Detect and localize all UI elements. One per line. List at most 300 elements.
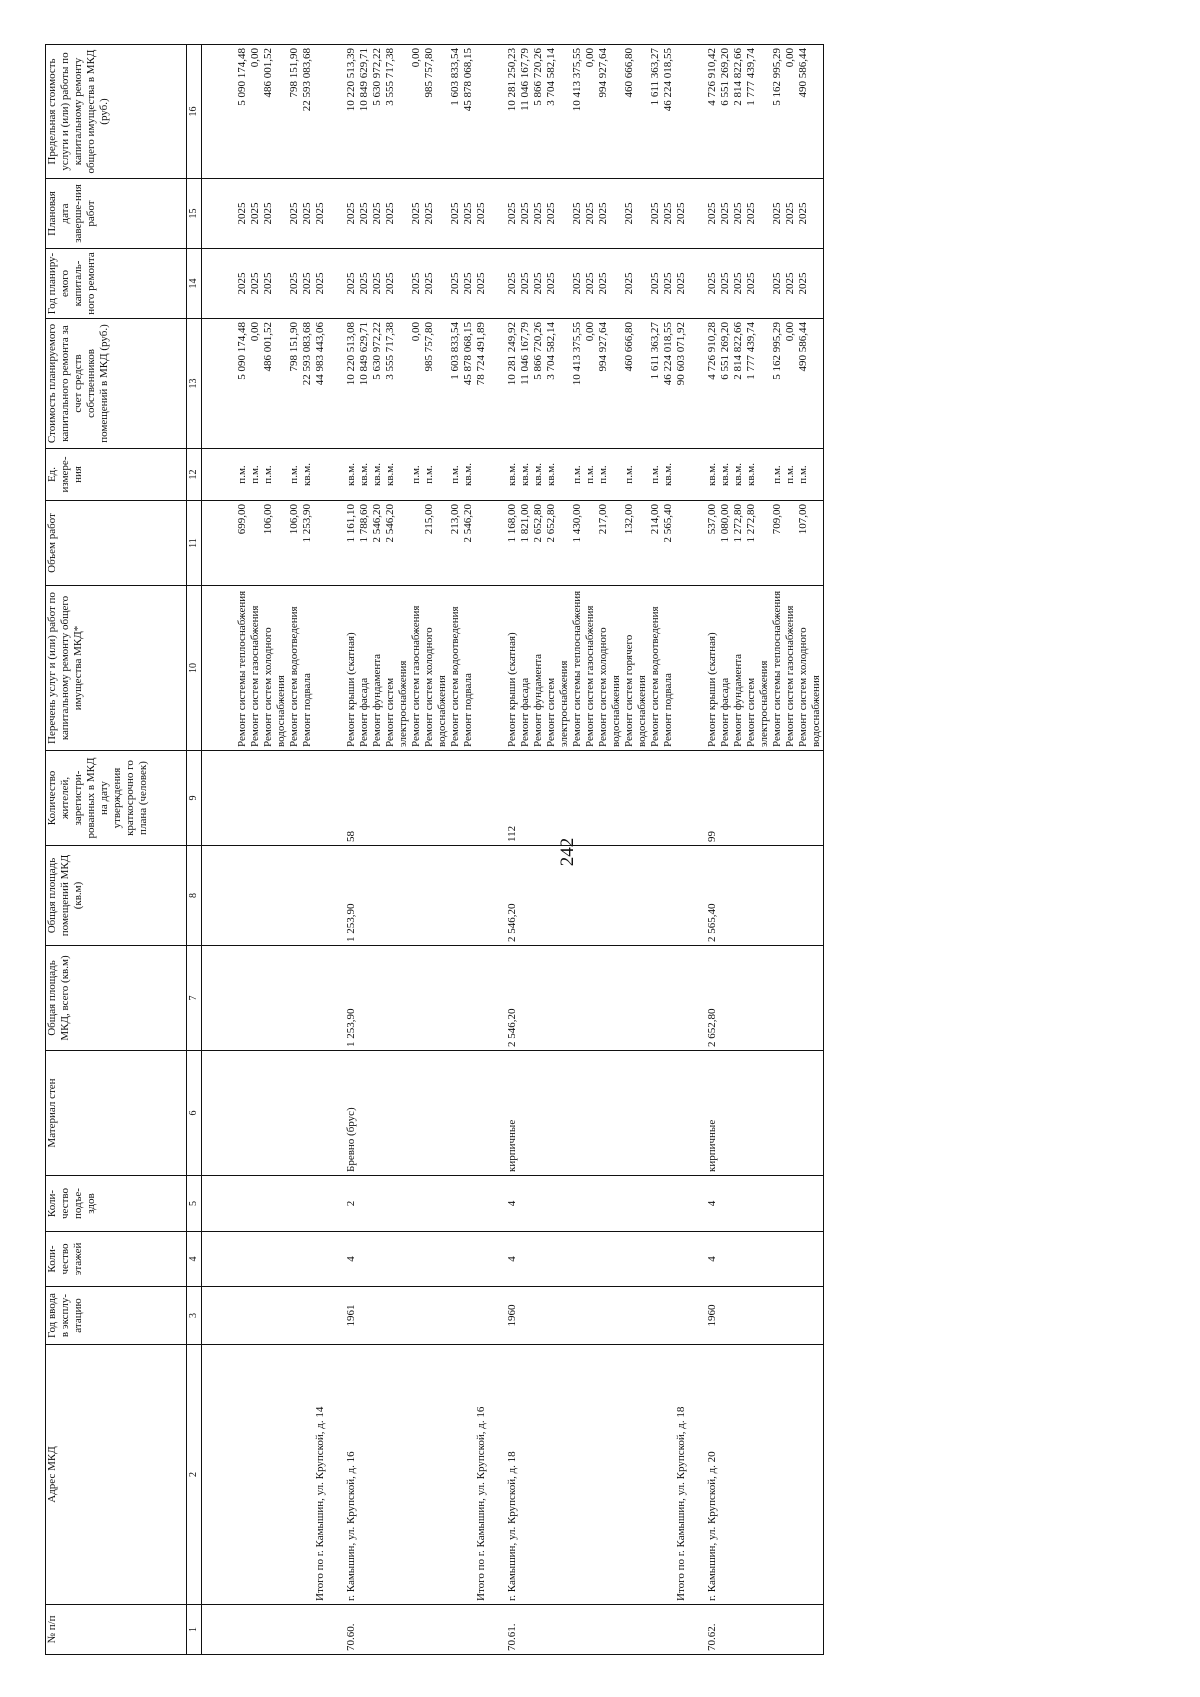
address-cell xyxy=(771,1345,784,1605)
spacer-cell xyxy=(688,501,706,586)
row-number xyxy=(236,1605,249,1655)
entrances-cell xyxy=(358,1176,371,1232)
year-built-cell xyxy=(784,1287,797,1345)
cost-cell: 1 777 439,74 xyxy=(745,319,771,449)
service-cell xyxy=(475,586,488,751)
total-area-cell xyxy=(358,946,371,1051)
year-built-cell xyxy=(249,1287,262,1345)
floors-cell xyxy=(475,1232,488,1287)
residents-cell: 99 xyxy=(706,751,719,846)
address-cell: г. Камышин, ул. Крупской, д. 18 xyxy=(506,1345,519,1605)
service-cell: Ремонт систем газоснабжения xyxy=(584,586,597,751)
year-built-cell xyxy=(288,1287,301,1345)
cost-cell: 10 220 513,08 xyxy=(345,319,358,449)
unit-cell xyxy=(475,449,488,501)
service-cell: Ремонт систем холодного водоснабжения xyxy=(262,586,288,751)
row-number xyxy=(301,1605,314,1655)
unit-cell: кв.м. xyxy=(384,449,410,501)
unit-cell: п.м. xyxy=(584,449,597,501)
volume-cell xyxy=(314,501,327,586)
spacer-cell xyxy=(327,1345,345,1605)
header-volume: Объем работ xyxy=(46,501,187,586)
completion-date-cell: 2025 xyxy=(249,179,262,249)
volume-cell: 1 821,00 xyxy=(519,501,532,586)
limit-cost-cell: 1 611 363,27 xyxy=(649,45,662,179)
repair-year-cell: 2025 xyxy=(288,249,301,319)
completion-date-cell: 2025 xyxy=(771,179,784,249)
service-cell xyxy=(675,586,688,751)
spacer-cell xyxy=(327,946,345,1051)
entrances-cell xyxy=(623,1176,649,1232)
volume-cell: 132,00 xyxy=(623,501,649,586)
floors-cell xyxy=(797,1232,824,1287)
cost-cell: 10 413 375,55 xyxy=(571,319,584,449)
completion-date-cell: 2025 xyxy=(649,179,662,249)
completion-date-cell: 2025 xyxy=(288,179,301,249)
premises-area-cell xyxy=(371,846,384,946)
cost-cell: 2 814 822,66 xyxy=(732,319,745,449)
header-limit-cost: Предельная стоимость услуги и (или) работы по капитальному ремонту общего имущества в МКД (руб.) xyxy=(46,45,187,179)
repair-year-cell: 2025 xyxy=(732,249,745,319)
volume-cell: 213,00 xyxy=(449,501,462,586)
unit-cell: п.м. xyxy=(797,449,824,501)
address-cell xyxy=(519,1345,532,1605)
limit-cost-cell: 5 866 720,26 xyxy=(532,45,545,179)
spacer-cell xyxy=(488,1176,506,1232)
unit-cell: п.м. xyxy=(249,449,262,501)
address-cell xyxy=(249,1345,262,1605)
service-cell: Ремонт систем газоснабжения xyxy=(410,586,423,751)
repair-year-cell: 2025 xyxy=(532,249,545,319)
completion-date-cell: 2025 xyxy=(706,179,719,249)
row-number xyxy=(649,1605,662,1655)
total-area-cell: 1 253,90 xyxy=(345,946,358,1051)
row-number xyxy=(571,1605,584,1655)
cost-cell: 5 866 720,26 xyxy=(532,319,545,449)
entrances-cell xyxy=(675,1176,688,1232)
volume-cell xyxy=(675,501,688,586)
cost-cell: 490 586,44 xyxy=(797,319,824,449)
spacer-cell xyxy=(202,179,237,249)
wall-material-cell xyxy=(784,1051,797,1176)
wall-material-cell xyxy=(358,1051,371,1176)
address-cell xyxy=(410,1345,423,1605)
unit-cell: кв.м. xyxy=(519,449,532,501)
total-area-cell xyxy=(584,946,597,1051)
volume-cell xyxy=(584,501,597,586)
entrances-cell xyxy=(423,1176,449,1232)
header-number: № п/п xyxy=(46,1605,187,1655)
address-cell xyxy=(597,1345,623,1605)
unit-cell xyxy=(675,449,688,501)
total-area-cell xyxy=(423,946,449,1051)
wall-material-cell xyxy=(584,1051,597,1176)
repair-year-cell: 2025 xyxy=(410,249,423,319)
premises-area-cell xyxy=(236,846,249,946)
premises-area-cell xyxy=(597,846,623,946)
table-row xyxy=(571,45,584,1655)
volume-cell: 709,00 xyxy=(771,501,784,586)
address-cell xyxy=(423,1345,449,1605)
column-number: 16 xyxy=(187,45,202,179)
spacer-cell xyxy=(688,1605,706,1655)
table-row xyxy=(301,45,314,1655)
wall-material-cell xyxy=(649,1051,662,1176)
row-number xyxy=(314,1605,327,1655)
year-built-cell xyxy=(519,1287,532,1345)
repair-year-cell: 2025 xyxy=(597,249,623,319)
entrances-cell xyxy=(519,1176,532,1232)
spacer-cell xyxy=(327,846,345,946)
spacer-cell xyxy=(202,846,237,946)
limit-cost-cell: 486 001,52 xyxy=(262,45,288,179)
floors-cell: 4 xyxy=(345,1232,358,1287)
completion-date-cell: 2025 xyxy=(784,179,797,249)
unit-cell: п.м. xyxy=(423,449,449,501)
wall-material-cell xyxy=(719,1051,732,1176)
unit-cell: кв.м. xyxy=(371,449,384,501)
entrances-cell xyxy=(532,1176,545,1232)
residents-cell xyxy=(236,751,249,846)
service-cell: Ремонт систем холодного водоснабжения xyxy=(797,586,824,751)
spacer-cell xyxy=(488,751,506,846)
volume-cell: 1 168,00 xyxy=(506,501,519,586)
floors-cell xyxy=(745,1232,771,1287)
row-number: 70.61. xyxy=(506,1605,519,1655)
address-cell xyxy=(732,1345,745,1605)
row-number xyxy=(475,1605,488,1655)
entrances-cell xyxy=(262,1176,288,1232)
repair-year-cell: 2025 xyxy=(719,249,732,319)
limit-cost-cell: 10 413 375,55 xyxy=(571,45,584,179)
column-number: 6 xyxy=(187,1051,202,1176)
spacer-cell xyxy=(327,1605,345,1655)
spacer-cell xyxy=(688,586,706,751)
completion-date-cell: 2025 xyxy=(597,179,623,249)
floors-cell xyxy=(371,1232,384,1287)
wall-material-cell xyxy=(675,1051,688,1176)
row-number xyxy=(732,1605,745,1655)
unit-cell: кв.м. xyxy=(345,449,358,501)
repair-year-cell: 2025 xyxy=(236,249,249,319)
spacer-cell xyxy=(202,1232,237,1287)
row-number xyxy=(423,1605,449,1655)
total-area-cell xyxy=(288,946,301,1051)
row-number xyxy=(662,1605,675,1655)
spacer-cell xyxy=(202,1345,237,1605)
table-row xyxy=(623,45,649,1655)
spacer-cell xyxy=(202,45,237,179)
cost-cell: 0,00 xyxy=(249,319,262,449)
limit-cost-cell: 10 281 250,23 xyxy=(506,45,519,179)
repair-year-cell: 2025 xyxy=(371,249,384,319)
year-built-cell xyxy=(262,1287,288,1345)
spacer-row xyxy=(688,45,706,1655)
residents-cell xyxy=(623,751,649,846)
premises-area-cell xyxy=(732,846,745,946)
entrances-cell xyxy=(545,1176,571,1232)
row-number xyxy=(384,1605,410,1655)
wall-material-cell xyxy=(288,1051,301,1176)
year-built-cell xyxy=(649,1287,662,1345)
row-number xyxy=(519,1605,532,1655)
service-cell: Ремонт подвала xyxy=(462,586,475,751)
table-row xyxy=(662,45,675,1655)
row-number xyxy=(623,1605,649,1655)
header-total-area: Общая площадь МКД, всего (кв.м) xyxy=(46,946,187,1051)
header-address: Адрес МКД xyxy=(46,1345,187,1605)
repair-year-cell: 2025 xyxy=(662,249,675,319)
column-number: 7 xyxy=(187,946,202,1051)
year-built-cell xyxy=(719,1287,732,1345)
floors-cell xyxy=(675,1232,688,1287)
year-built-cell xyxy=(771,1287,784,1345)
spacer-cell xyxy=(688,1287,706,1345)
row-number xyxy=(449,1605,462,1655)
service-cell: Ремонт систем газоснабжения xyxy=(249,586,262,751)
row-number xyxy=(532,1605,545,1655)
building-row xyxy=(706,45,719,1655)
wall-material-cell xyxy=(301,1051,314,1176)
premises-area-cell xyxy=(449,846,462,946)
volume-cell: 106,00 xyxy=(288,501,301,586)
volume-cell: 106,00 xyxy=(262,501,288,586)
unit-cell: п.м. xyxy=(623,449,649,501)
unit-cell: п.м. xyxy=(288,449,301,501)
address-cell xyxy=(462,1345,475,1605)
unit-cell: кв.м. xyxy=(301,449,314,501)
residents-cell xyxy=(423,751,449,846)
cost-cell: 0,00 xyxy=(410,319,423,449)
repair-year-cell: 2025 xyxy=(797,249,824,319)
residents-cell xyxy=(797,751,824,846)
table-row xyxy=(649,45,662,1655)
total-area-cell xyxy=(662,946,675,1051)
service-cell: Ремонт системы теплоснабжения xyxy=(236,586,249,751)
premises-area-cell xyxy=(719,846,732,946)
spacer-cell xyxy=(688,1176,706,1232)
wall-material-cell xyxy=(410,1051,423,1176)
total-row xyxy=(314,45,327,1655)
residents-cell xyxy=(462,751,475,846)
year-built-cell xyxy=(797,1287,824,1345)
year-built-cell: 1961 xyxy=(345,1287,358,1345)
spacer-cell xyxy=(488,1345,506,1605)
limit-cost-cell: 45 878 068,15 xyxy=(462,45,475,179)
entrances-cell xyxy=(301,1176,314,1232)
floors-cell xyxy=(249,1232,262,1287)
residents-cell xyxy=(675,751,688,846)
residents-cell xyxy=(371,751,384,846)
premises-area-cell xyxy=(262,846,288,946)
table-row xyxy=(249,45,262,1655)
completion-date-cell: 2025 xyxy=(423,179,449,249)
floors-cell xyxy=(462,1232,475,1287)
table-row xyxy=(797,45,824,1655)
floors-cell: 4 xyxy=(706,1232,719,1287)
floors-cell xyxy=(662,1232,675,1287)
address-cell xyxy=(745,1345,771,1605)
spacer-cell xyxy=(327,249,345,319)
repair-year-cell: 2025 xyxy=(649,249,662,319)
floors-cell xyxy=(649,1232,662,1287)
header-premises-area: Общая площадь помещений МКД (кв.м) xyxy=(46,846,187,946)
total-area-cell xyxy=(384,946,410,1051)
spacer-cell xyxy=(688,1345,706,1605)
year-built-cell xyxy=(675,1287,688,1345)
limit-cost-cell: 10 220 513,39 xyxy=(345,45,358,179)
service-cell: Ремонт систем водоотведения xyxy=(649,586,662,751)
address-cell xyxy=(449,1345,462,1605)
repair-year-cell: 2025 xyxy=(475,249,488,319)
unit-cell: кв.м. xyxy=(719,449,732,501)
service-cell: Ремонт системы теплоснабжения xyxy=(771,586,784,751)
completion-date-cell: 2025 xyxy=(371,179,384,249)
service-cell: Ремонт подвала xyxy=(662,586,675,751)
column-number: 8 xyxy=(187,846,202,946)
volume-cell: 2 546,20 xyxy=(462,501,475,586)
column-number: 13 xyxy=(187,319,202,449)
column-number: 3 xyxy=(187,1287,202,1345)
service-cell: Ремонт фасада xyxy=(358,586,371,751)
completion-date-cell: 2025 xyxy=(358,179,371,249)
floors-cell xyxy=(236,1232,249,1287)
total-area-cell xyxy=(519,946,532,1051)
wall-material-cell xyxy=(571,1051,584,1176)
unit-cell: кв.м. xyxy=(358,449,371,501)
wall-material-cell xyxy=(236,1051,249,1176)
cost-cell: 11 046 167,79 xyxy=(519,319,532,449)
entrances-cell xyxy=(662,1176,675,1232)
volume-cell: 1 080,00 xyxy=(719,501,732,586)
residents-cell xyxy=(532,751,545,846)
column-number: 4 xyxy=(187,1232,202,1287)
address-cell: г. Камышин, ул. Крупской, д. 20 xyxy=(706,1345,719,1605)
premises-area-cell xyxy=(675,846,688,946)
address-cell xyxy=(571,1345,584,1605)
floors-cell xyxy=(771,1232,784,1287)
limit-cost-cell: 798 151,90 xyxy=(288,45,301,179)
unit-cell: кв.м. xyxy=(745,449,771,501)
cost-cell: 0,00 xyxy=(584,319,597,449)
limit-cost-cell: 3 704 582,14 xyxy=(545,45,571,179)
unit-cell: кв.м. xyxy=(662,449,675,501)
volume-cell: 1 253,90 xyxy=(301,501,314,586)
spacer-cell xyxy=(202,1051,237,1176)
repair-year-cell: 2025 xyxy=(571,249,584,319)
wall-material-cell xyxy=(662,1051,675,1176)
premises-area-cell xyxy=(301,846,314,946)
premises-area-cell xyxy=(462,846,475,946)
total-area-cell xyxy=(301,946,314,1051)
service-cell: Ремонт фасада xyxy=(719,586,732,751)
spacer-cell xyxy=(327,1176,345,1232)
premises-area-cell: 2 565,40 xyxy=(706,846,719,946)
wall-material-cell xyxy=(262,1051,288,1176)
limit-cost-cell xyxy=(314,45,327,179)
repair-year-cell: 2025 xyxy=(623,249,649,319)
volume-cell: 2 565,40 xyxy=(662,501,675,586)
row-number xyxy=(745,1605,771,1655)
floors-cell xyxy=(410,1232,423,1287)
volume-cell: 2 546,20 xyxy=(371,501,384,586)
cost-cell: 1 611 363,27 xyxy=(649,319,662,449)
row-number xyxy=(288,1605,301,1655)
entrances-cell xyxy=(771,1176,784,1232)
residents-cell xyxy=(358,751,371,846)
limit-cost-cell: 5 162 995,29 xyxy=(771,45,784,179)
unit-cell: кв.м. xyxy=(532,449,545,501)
completion-date-cell: 2025 xyxy=(236,179,249,249)
completion-date-cell: 2025 xyxy=(745,179,771,249)
wall-material-cell xyxy=(462,1051,475,1176)
row-number xyxy=(675,1605,688,1655)
service-cell: Ремонт систем электроснабжения xyxy=(745,586,771,751)
wall-material-cell xyxy=(597,1051,623,1176)
residents-cell xyxy=(571,751,584,846)
total-area-cell xyxy=(262,946,288,1051)
limit-cost-cell: 0,00 xyxy=(584,45,597,179)
column-number: 2 xyxy=(187,1345,202,1605)
total-area-cell xyxy=(249,946,262,1051)
table-row xyxy=(771,45,784,1655)
unit-cell: кв.м. xyxy=(462,449,475,501)
cost-cell: 3 704 582,14 xyxy=(545,319,571,449)
column-number: 11 xyxy=(187,501,202,586)
residents-cell xyxy=(519,751,532,846)
residents-cell xyxy=(771,751,784,846)
spacer-cell xyxy=(488,449,506,501)
cost-cell: 46 224 018,55 xyxy=(662,319,675,449)
year-built-cell xyxy=(623,1287,649,1345)
limit-cost-cell: 5 630 972,22 xyxy=(371,45,384,179)
cost-cell: 798 151,90 xyxy=(288,319,301,449)
table-row xyxy=(462,45,475,1655)
cost-cell: 44 983 443,06 xyxy=(314,319,327,449)
volume-cell: 1 272,80 xyxy=(732,501,745,586)
spacer-cell xyxy=(327,1232,345,1287)
completion-date-cell: 2025 xyxy=(571,179,584,249)
unit-cell: кв.м. xyxy=(545,449,571,501)
year-built-cell xyxy=(358,1287,371,1345)
service-cell: Ремонт фундамента xyxy=(532,586,545,751)
spacer-cell xyxy=(488,45,506,179)
premises-area-cell xyxy=(649,846,662,946)
completion-date-cell: 2025 xyxy=(519,179,532,249)
floors-cell: 4 xyxy=(506,1232,519,1287)
volume-cell: 2 652,80 xyxy=(545,501,571,586)
repair-year-cell: 2025 xyxy=(506,249,519,319)
floors-cell xyxy=(384,1232,410,1287)
service-cell: Ремонт систем горячего водоснабжения xyxy=(623,586,649,751)
column-number: 1 xyxy=(187,1605,202,1655)
address-cell xyxy=(236,1345,249,1605)
header-entrances: Коли-чество подъе-здов xyxy=(46,1176,187,1232)
floors-cell xyxy=(288,1232,301,1287)
premises-area-cell: 2 546,20 xyxy=(506,846,519,946)
limit-cost-cell: 6 551 269,20 xyxy=(719,45,732,179)
spacer-cell xyxy=(327,1287,345,1345)
column-number: 5 xyxy=(187,1176,202,1232)
premises-area-cell xyxy=(662,846,675,946)
premises-area-cell xyxy=(584,846,597,946)
entrances-cell xyxy=(745,1176,771,1232)
premises-area-cell xyxy=(410,846,423,946)
spacer-cell xyxy=(327,501,345,586)
premises-area-cell xyxy=(745,846,771,946)
volume-cell: 537,00 xyxy=(706,501,719,586)
limit-cost-cell: 0,00 xyxy=(784,45,797,179)
